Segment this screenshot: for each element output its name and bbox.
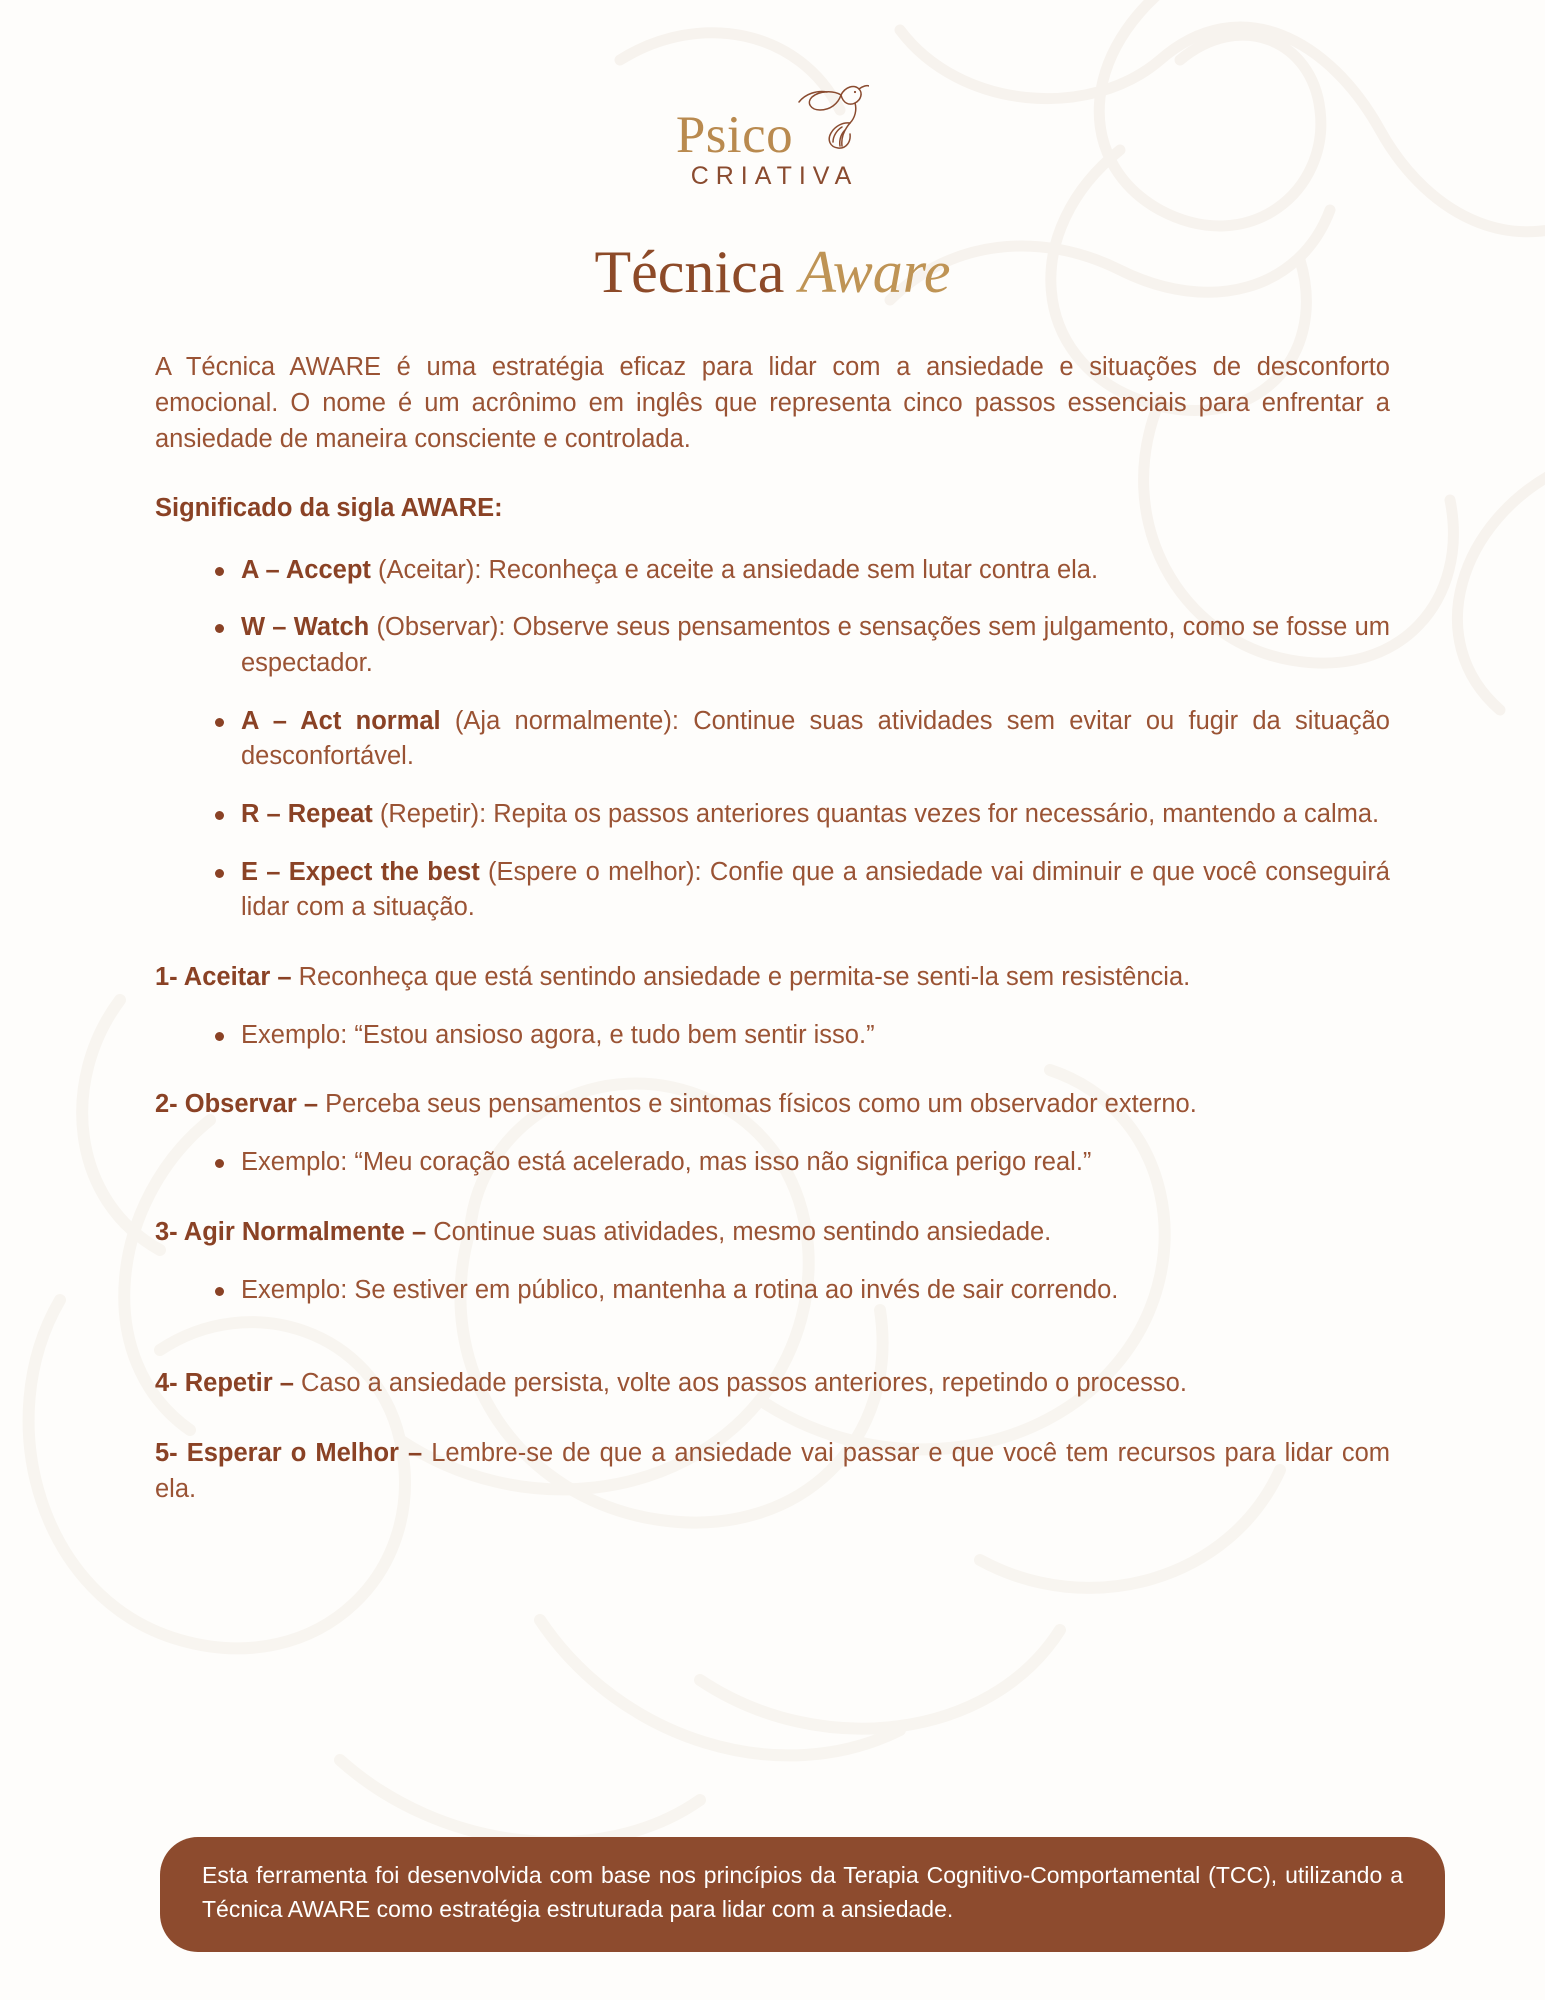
step-lead: 5- Esperar o Melhor – — [155, 1438, 432, 1467]
list-item — [215, 704, 1390, 775]
aware-item-lead: W – Watch — [241, 613, 370, 642]
list-item: Exemplo: Se estiver em público, mantenha a rotina ao invés de sair correndo. — [215, 1273, 1390, 1309]
step-body: Reconheça que está sentindo ansiedade e permita-se senti-la sem resistência. — [298, 963, 1191, 992]
step-paragraph — [155, 1087, 1390, 1123]
list-item: Exemplo: “Estou ansioso agora, e tudo bem sentir isso.” — [215, 1018, 1390, 1054]
document-content — [0, 239, 1545, 1507]
list-item — [215, 553, 1390, 589]
step-paragraph — [155, 1215, 1390, 1251]
step-lead: 4- Repetir – — [155, 1369, 301, 1398]
example-list — [155, 1273, 1390, 1309]
footer-callout: Esta ferramenta foi desenvolvida com base nos princípios da Terapia Cognitivo-Comportamental (TCC), utilizando a Técnica AWARE como estratégia estruturada para lidar com a ansiedade. — [160, 1837, 1445, 1952]
step-paragraph — [155, 1436, 1390, 1507]
page-title-accent: Aware — [799, 239, 951, 305]
page-title-main: Técnica — [594, 239, 800, 305]
example-list — [155, 1145, 1390, 1181]
aware-item-body: (Aja normalmente): Continue suas atividades sem evitar ou fugir da situação desconfortável. — [241, 706, 1390, 771]
section-subheading: Significado da sigla AWARE: — [155, 493, 503, 522]
aware-acronym-list — [155, 553, 1390, 927]
list-item — [215, 855, 1390, 926]
step-body: Continue suas atividades, mesmo sentindo ansiedade. — [433, 1217, 1052, 1246]
example-list — [155, 1018, 1390, 1054]
hummingbird-icon — [797, 78, 869, 156]
step-lead: 1- Aceitar – — [155, 963, 299, 992]
brand-logo — [0, 0, 1545, 191]
step-body: Caso a ansiedade persista, volte aos passos anteriores, repetindo o processo. — [300, 1369, 1187, 1398]
page-title — [155, 239, 1390, 305]
list-item: Exemplo: “Meu coração está acelerado, mas isso não significa perigo real.” — [215, 1145, 1390, 1181]
list-item — [215, 610, 1390, 681]
aware-item-lead: A – Accept — [241, 555, 371, 584]
brand-name: Psico — [675, 105, 794, 164]
aware-item-body: (Aceitar): Reconheça e aceite a ansiedade sem lutar contra ela. — [370, 555, 1099, 584]
intro-paragraph: A Técnica AWARE é uma estratégia eficaz para lidar com a ansiedade e situações de desconforto emocional. O nome é um acrônimo em inglês que representa cinco passos essenciais para enfrentar a ansiedade de maneira consciente e controlada. — [155, 353, 1390, 454]
aware-item-body: (Repetir): Repita os passos anteriores quantas vezes for necessário, mantendo a calma. — [372, 800, 1380, 829]
step-paragraph — [155, 1366, 1390, 1402]
step-body: Lembre-se de que a ansiedade vai passar e que você tem recursos para lidar com ela. — [155, 1438, 1391, 1503]
brand-subtitle: CRIATIVA — [690, 162, 859, 190]
aware-item-body: (Espere o melhor): Confie que a ansiedade vai diminuir e que você conseguirá lidar com a situação. — [241, 857, 1390, 922]
step-lead: 2- Observar – — [155, 1090, 326, 1119]
logo-row — [675, 78, 869, 164]
step-paragraph — [155, 960, 1390, 996]
aware-item-body: (Observar): Observe seus pensamentos e sensações sem julgamento, como se fosse um espectador. — [241, 613, 1390, 677]
step-body: Perceba seus pensamentos e sintomas físicos como um observador externo. — [325, 1090, 1197, 1119]
aware-item-lead: E – Expect the best — [241, 857, 480, 886]
aware-item-lead: A – Act normal — [241, 706, 441, 735]
step-lead: 3- Agir Normalmente – — [155, 1217, 434, 1246]
list-item — [215, 797, 1390, 833]
aware-item-lead: R – Repeat — [241, 800, 373, 829]
